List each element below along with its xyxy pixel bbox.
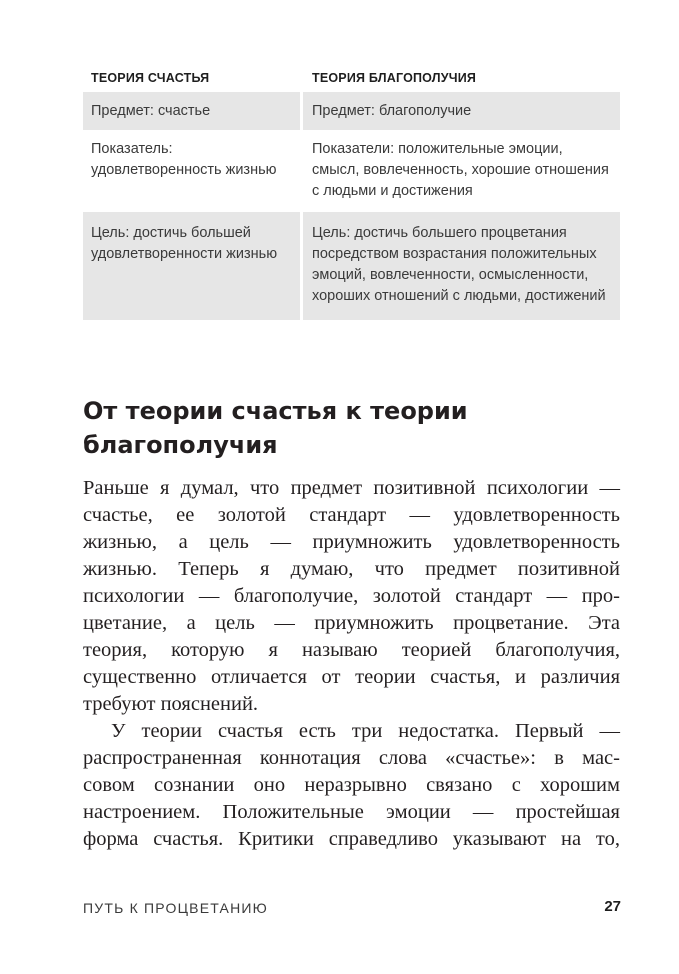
paragraph-line: У теории счастья есть три недостатка. Первый — (111, 720, 620, 742)
header-happiness-theory: ТЕОРИЯ СЧАСТЬЯ (91, 71, 210, 85)
comparison-table (83, 64, 620, 320)
heading-line: благополучия (83, 431, 278, 459)
table-row (83, 92, 620, 130)
cell-line: удовлетворенность жизнью (91, 162, 277, 178)
cell-line: Предмет: счастье (91, 103, 211, 119)
header-wellbeing-theory: ТЕОРИЯ БЛАГОПОЛУЧИЯ (300, 71, 620, 85)
paragraph-line: форма счастья. Критики справедливо указывают на то, (83, 828, 620, 850)
cell-line: удовлетворенности жизнью (91, 246, 278, 262)
paragraph-line: настроением. Положительные эмоции — простейшая (83, 801, 620, 823)
heading-line: От теории счастья к теории (83, 397, 468, 425)
table-cell (83, 92, 300, 130)
paragraph-line: совом сознании оно неразрывно связано с хорошим (83, 774, 620, 796)
cell-line: посредством возрастания положительных (312, 246, 597, 262)
cell-line: смысл, вовлеченность, хорошие отношения (312, 162, 609, 178)
paragraph-line: психологии — благополучие, золотой стандарт — про- (83, 585, 620, 607)
cell-line: Показатель: (91, 141, 173, 157)
running-title: ПУТЬ К ПРОЦВЕТАНИЮ (83, 900, 268, 916)
table-cell (83, 212, 300, 320)
table-cell (83, 130, 300, 212)
cell-line: Цель: достичь большего процветания (312, 225, 567, 241)
paragraph-line: распространенная коннотация слова «счастье»: в мас- (83, 747, 620, 769)
paragraph-line: требуют пояснений. (83, 693, 259, 715)
page-number: 27 (604, 898, 621, 915)
body-text (83, 475, 620, 853)
cell-line: Цель: достичь большей (91, 225, 251, 241)
table-header-row (83, 64, 620, 92)
paragraph-line: Раньше я думал, что предмет позитивной психологии — (83, 477, 620, 499)
cell-line: Показатели: положительные эмоции, (312, 141, 563, 157)
paragraph-line: жизнью, а цель — приумножить удовлетворенность (83, 531, 620, 553)
table-row (83, 130, 620, 212)
cell-line: Предмет: благополучие (312, 103, 472, 119)
paragraph-line: счастье, ее золотой стандарт — удовлетворенность (83, 504, 620, 526)
paragraph-line: существенно отличается от теории счастья, и различия (83, 666, 620, 688)
cell-line: эмоций, вовлеченности, осмысленности, (312, 267, 589, 283)
paragraph-line: жизнью. Теперь я думаю, что предмет позитивной (83, 558, 620, 580)
paragraph-line: теория, которую я называю теорией благополучия, (83, 639, 620, 661)
cell-line: с людьми и достижения (312, 183, 473, 199)
table-cell (300, 130, 620, 212)
paragraph-line: цветание, а цель — приумножить процветание. Эта (83, 612, 620, 634)
table-row (83, 212, 620, 320)
cell-line: хороших отношений с людьми, достижений (312, 288, 606, 304)
table-cell (300, 92, 620, 130)
table-cell (300, 212, 620, 320)
section-heading (83, 394, 623, 462)
